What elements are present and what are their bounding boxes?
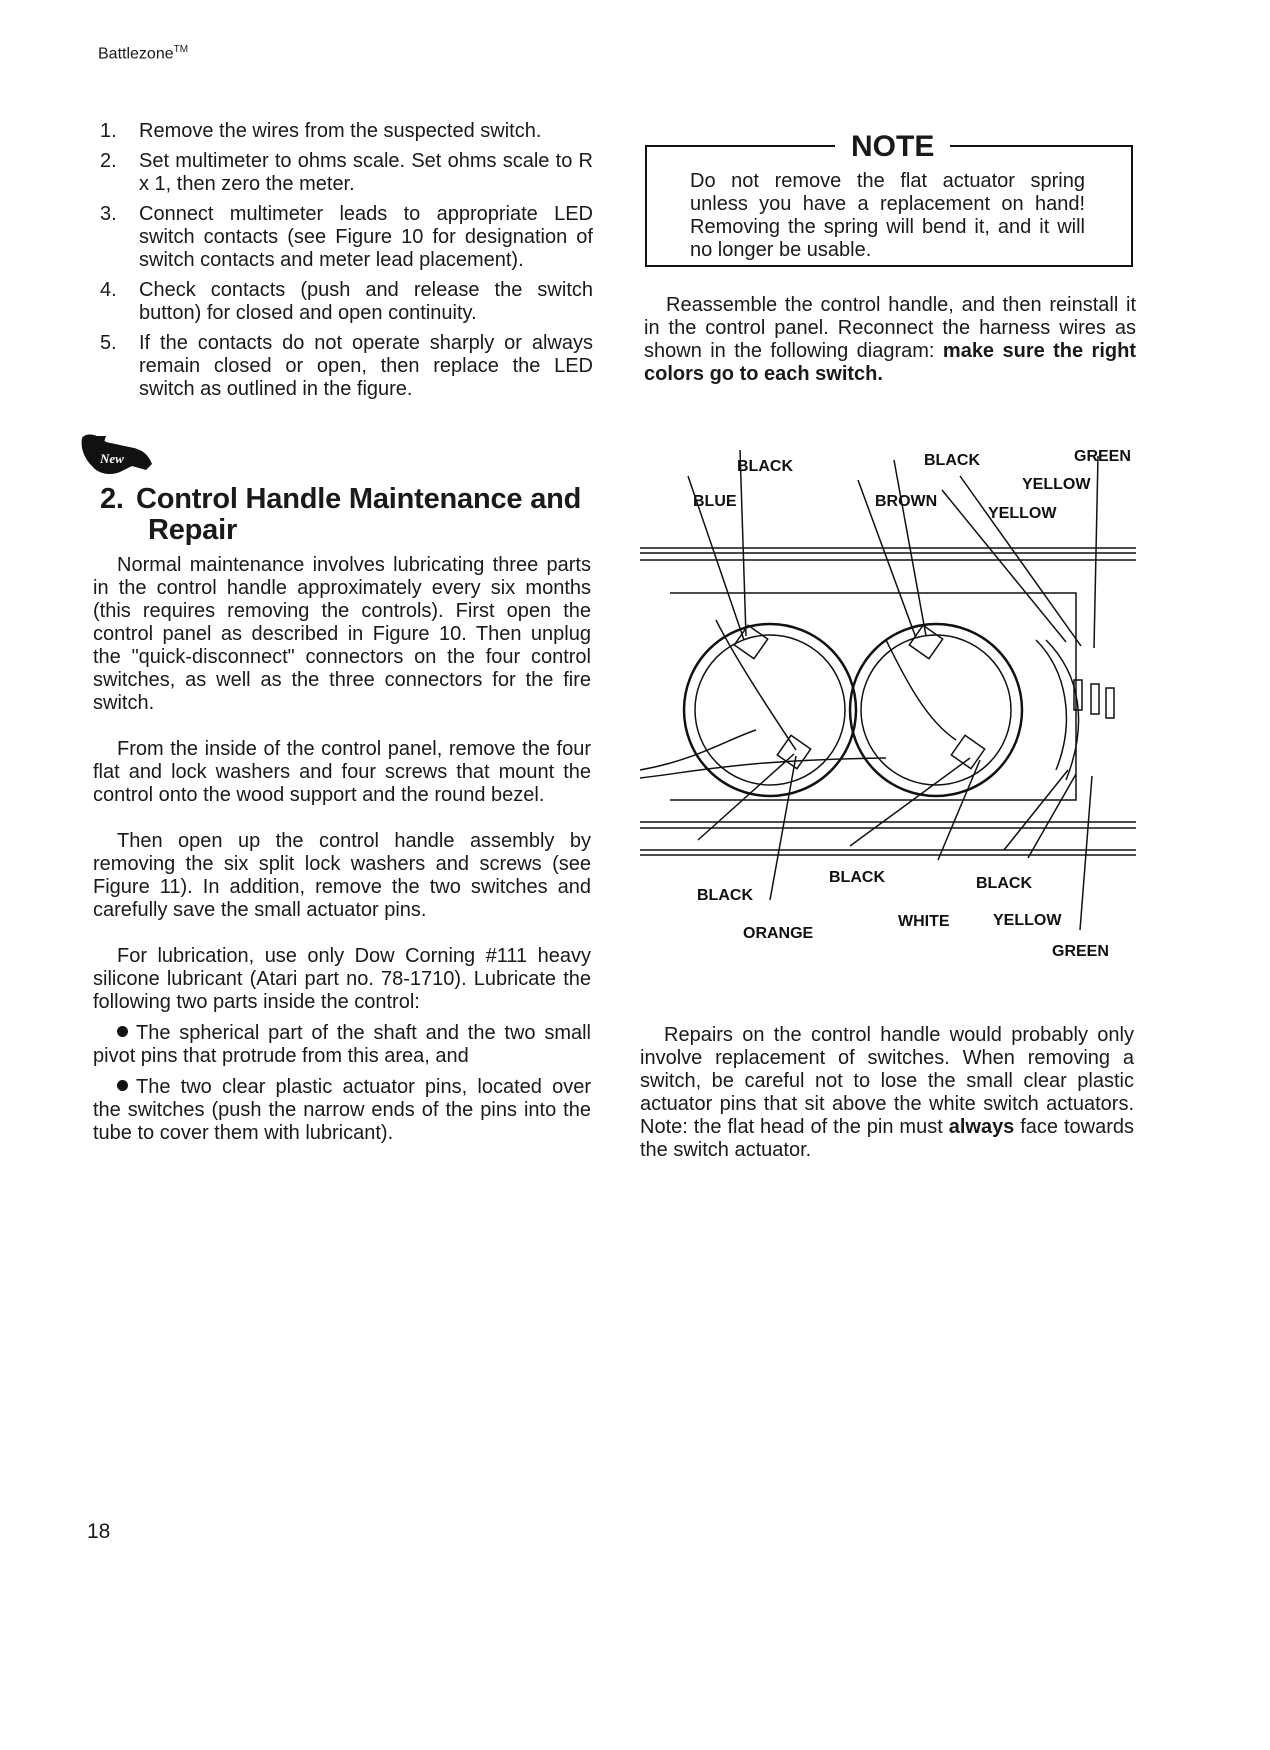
paragraph: From the inside of the control panel, remove the four flat and lock washers and four screws that mount the control onto the wood support and the round bezel. <box>93 738 591 806</box>
label-orange: ORANGE <box>743 925 814 942</box>
harness-wire <box>886 640 956 740</box>
section-number: 2. <box>100 483 124 515</box>
step-text: Remove the wires from the suspected switch. <box>139 120 542 142</box>
leader-line <box>1028 774 1076 858</box>
troubleshooting-steps <box>93 120 593 401</box>
running-head <box>98 44 188 63</box>
inline-connector <box>1091 684 1099 714</box>
step-number: 1. <box>100 120 117 142</box>
step-text: Set multimeter to ohms scale. Set ohms scale to R x 1, then zero the meter. <box>139 150 593 195</box>
step-text: If the contacts do not operate sharply or always remain closed or open, then replace the LED switch as outlined in the figure. <box>139 332 593 400</box>
label-black-bottom-right: BLACK <box>976 875 1032 892</box>
leader-line <box>1004 770 1068 850</box>
page-number: 18 <box>87 1520 111 1543</box>
repairs-bold: always <box>948 1116 1015 1138</box>
inline-connector <box>1106 688 1114 718</box>
left-body <box>93 554 591 1145</box>
reassemble-paragraph <box>644 294 1136 386</box>
step-number: 5. <box>100 332 117 354</box>
label-black-top-left: BLACK <box>737 458 793 475</box>
label-green-top: GREEN <box>1074 448 1131 465</box>
step-item <box>93 279 593 325</box>
leader-line <box>698 754 794 840</box>
bullet-item <box>93 1022 591 1068</box>
left-column <box>93 120 593 408</box>
section-heading <box>100 484 620 546</box>
bullet-dot-icon <box>117 1080 128 1091</box>
reassemble-text: Reassemble the control handle, and then reinstall it in the control panel. Reconnect the harness wires as shown in the following diagram: <box>644 294 1136 362</box>
switch-connector <box>909 625 942 658</box>
label-brown: BROWN <box>875 493 938 510</box>
leader-line <box>1094 456 1098 648</box>
running-head-title: Battlezone <box>98 45 174 63</box>
repairs-tail: face towards the switch actuator. <box>640 1116 1134 1161</box>
leader-line <box>960 476 1081 646</box>
paragraph: For lubrication, use only Dow Corning #111 heavy silicone lubricant (Atari part no. 78-1710). Lubricate the following two parts inside the control: <box>93 945 591 1013</box>
right-bezel-inner <box>861 635 1011 785</box>
new-badge-icon <box>76 430 156 480</box>
wiring-diagram <box>636 440 1140 960</box>
repairs-paragraph <box>640 1024 1134 1162</box>
section-title-line1: Control Handle Maintenance and <box>136 483 582 515</box>
paragraph: Normal maintenance involves lubricating three parts in the control handle approximately every six months (this requires removing the controls). First open the control panel as described in Figure 10. Then unplug the "quick-disconnect" connectors on the four control switches, as well as the three connectors for the fire switch. <box>93 554 591 714</box>
repairs-text: Repairs on the control handle would probably only involve replacement of switches. When removing a switch, be careful not to lose the small clear plastic actuator pins that sit above the white switch actuators. Note: the flat head of the pin must <box>640 1024 1134 1138</box>
label-green-bottom: GREEN <box>1052 943 1109 960</box>
bullet-item <box>93 1076 591 1145</box>
label-blue: BLUE <box>693 493 737 510</box>
bullet-dot-icon <box>117 1026 128 1037</box>
leader-line <box>938 760 980 860</box>
leader-line <box>850 758 970 846</box>
harness-wire <box>640 730 756 770</box>
paragraph: Then open up the control handle assembly by removing the six split lock washers and screws (see Figure 11). In addition, remove the two switches and carefully save the small actuator pins. <box>93 830 591 921</box>
step-item <box>93 150 593 196</box>
label-yellow-bottom: YELLOW <box>993 912 1062 929</box>
label-yellow-mid: YELLOW <box>988 505 1057 522</box>
switch-connector <box>951 735 984 768</box>
note-text: Do not remove the flat actuator spring unless you have a replacement on hand! Removing the spring will bend it, and it will no longer be usable. <box>690 170 1085 261</box>
label-black-bottom-left: BLACK <box>697 887 753 904</box>
bullet-text: The spherical part of the shaft and the two small pivot pins that protrude from this area, and <box>93 1022 591 1067</box>
label-white: WHITE <box>898 913 950 930</box>
note-title: NOTE <box>835 130 950 164</box>
new-badge-text: New <box>100 451 124 466</box>
label-black-top-mid: BLACK <box>924 452 980 469</box>
leader-line <box>1080 776 1092 930</box>
label-yellow-top: YELLOW <box>1022 476 1091 493</box>
section-title-line2: Repair <box>148 514 238 546</box>
step-item <box>93 120 593 143</box>
step-text: Check contacts (push and release the switch button) for closed and open continuity. <box>139 279 593 324</box>
step-number: 3. <box>100 203 117 225</box>
step-item <box>93 203 593 272</box>
label-black-bottom-mid: BLACK <box>829 869 885 886</box>
step-item <box>93 332 593 401</box>
leader-line <box>740 450 746 636</box>
step-text: Connect multimeter leads to appropriate LED switch contacts (see Figure 10 for designation of switch contacts and meter lead placement). <box>139 203 593 271</box>
trademark: TM <box>173 44 189 55</box>
step-number: 4. <box>100 279 117 301</box>
bullet-text: The two clear plastic actuator pins, located over the switches (push the narrow ends of the pins into the tube to cover them with lubricant). <box>93 1076 591 1144</box>
step-number: 2. <box>100 150 117 172</box>
reassemble-bold: make sure the right colors go to each switch. <box>644 340 1136 385</box>
